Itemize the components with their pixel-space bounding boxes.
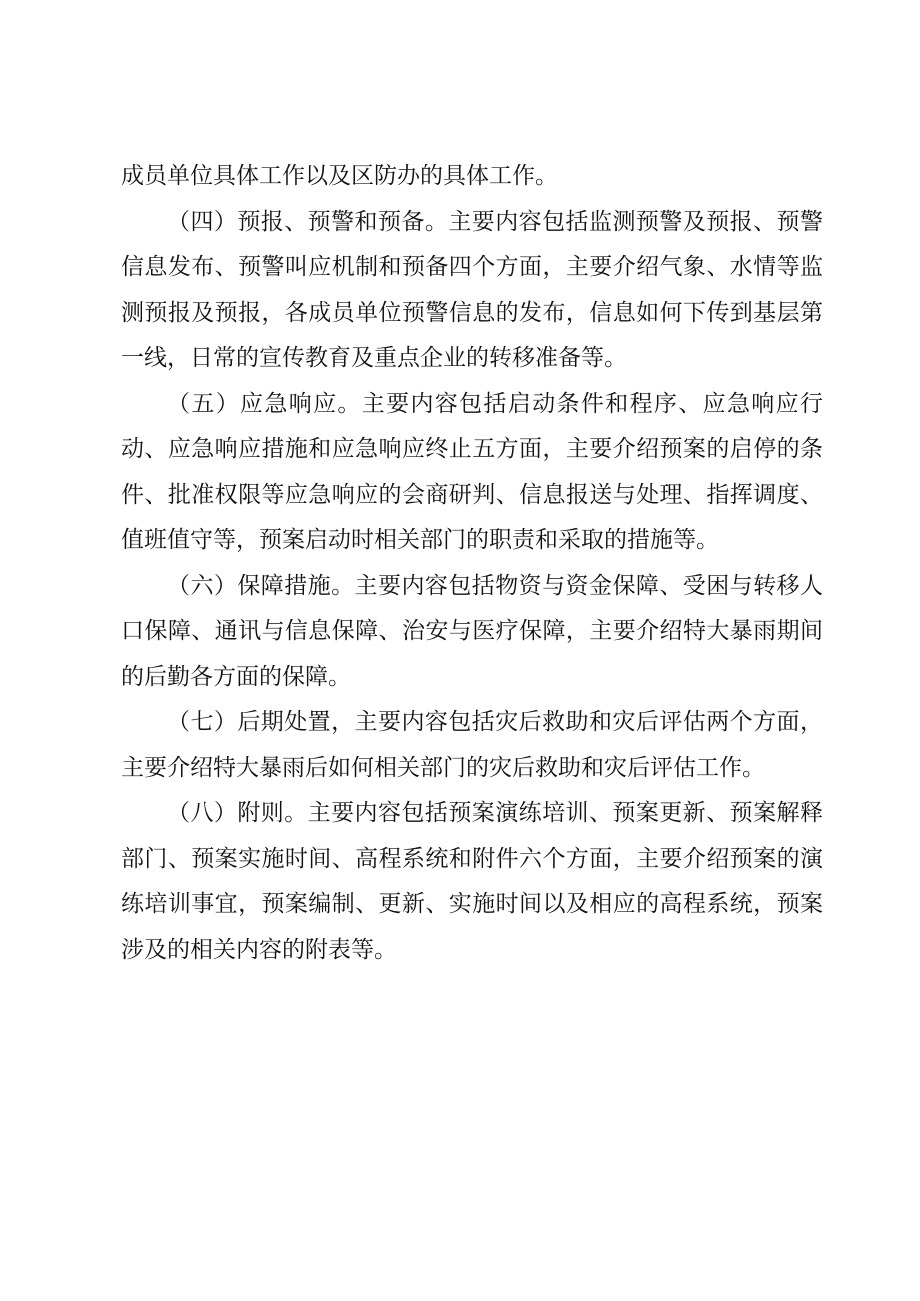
paragraph-section-5: （五）应急响应。主要内容包括启动条件和程序、应急响应行动、应急响应措施和应急响应终止五方面，主要介绍预案的启停的条件、批准权限等应急响应的会商研判、信息报送与处理、指挥调度、值班值守等，预案启动时相关部门的职责和采取的措施等。	[121, 390, 823, 553]
paragraph-section-7: （七）后期处置，主要内容包括灾后救助和灾后评估两个方面，主要介绍特大暴雨后如何相关部门的灾后救助和灾后评估工作。	[121, 709, 823, 781]
paragraph-section-6: （六）保障措施。主要内容包括物资与资金保障、受困与转移人口保障、通讯与信息保障、治安与医疗保障，主要介绍特大暴雨期间的后勤各方面的保障。	[121, 572, 823, 690]
document-body	[121, 154, 823, 973]
paragraph-continuation: 成员单位具体工作以及区防办的具体工作。	[121, 163, 558, 189]
paragraph-section-8: （八）附则。主要内容包括预案演练培训、预案更新、预案解释部门、预案实施时间、高程系统和附件六个方面，主要介绍预案的演练培训事宜，预案编制、更新、实施时间以及相应的高程系统，预案涉及的相关内容的附表等。	[121, 800, 823, 963]
paragraph-section-4: （四）预报、预警和预备。主要内容包括监测预警及预报、预警信息发布、预警叫应机制和预备四个方面，主要介绍气象、水情等监测预报及预报，各成员单位预警信息的发布，信息如何下传到基层第一线，日常的宣传教育及重点企业的转移准备等。	[121, 208, 823, 371]
